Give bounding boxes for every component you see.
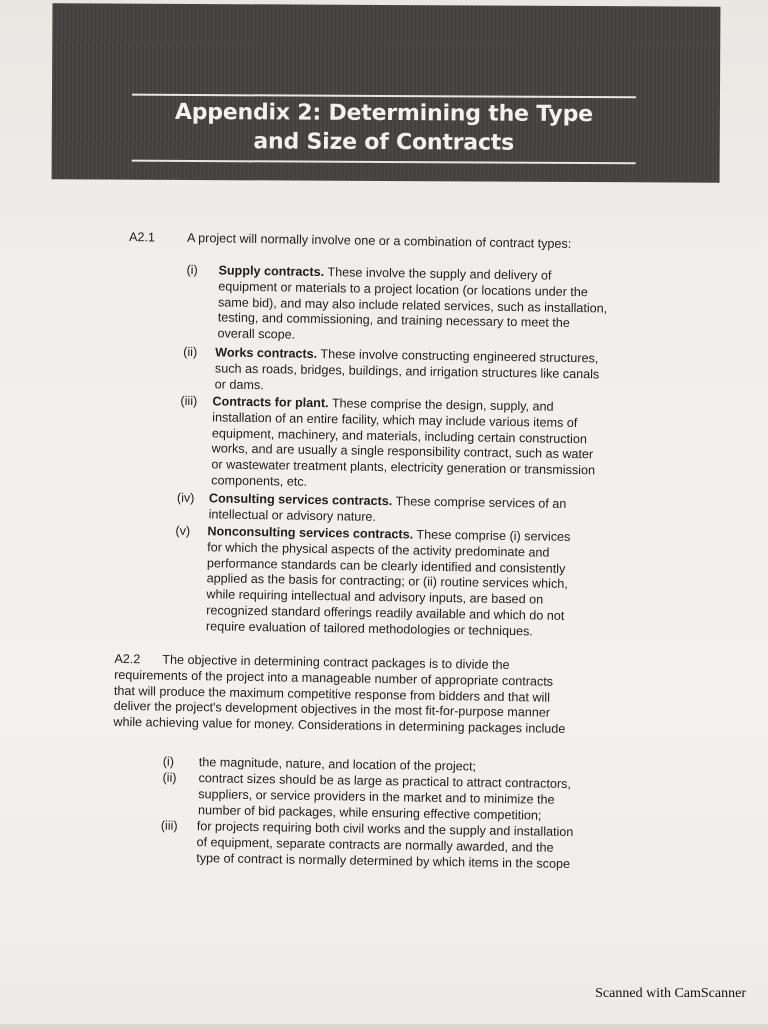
item-line: These involve the supply and delivery of bbox=[327, 265, 552, 283]
item-number: (iii) bbox=[180, 393, 198, 409]
para-line: The objective in determining contract packages is to divide the bbox=[162, 652, 510, 673]
item-line: works, and are usually a single responsibility contract, such as water bbox=[211, 441, 594, 462]
item-line: installation of an entire facility, which may include various items of bbox=[212, 410, 578, 430]
item-line: applied as the basis for contracting; or (ii) routine services which, bbox=[206, 571, 568, 592]
item-line: for projects requiring both civil works and the supply and installation bbox=[196, 819, 574, 840]
item-title: Contracts for plant. bbox=[212, 394, 329, 411]
item-number: (iii) bbox=[160, 818, 178, 833]
item-line: These comprise the design, supply, and bbox=[331, 396, 554, 414]
item-line: number of bid packages, while ensuring effective competition; bbox=[197, 802, 542, 823]
item-line: while requiring intellectual and advisory inputs, are based on bbox=[206, 587, 544, 607]
item-line: contract sizes should be as large as practical to attract contractors, bbox=[198, 771, 572, 792]
item-line: suppliers, or service providers in the market and to minimize the bbox=[198, 786, 555, 807]
item-line: same bid), and may also include related services, such as installation, bbox=[217, 295, 608, 316]
item-line: testing, and commissioning, and training necessary to meet the bbox=[217, 310, 570, 331]
para-line: that will produce the maximum competitive response from bidders and that will bbox=[113, 683, 551, 705]
item-line: performance standards can be clearly identified and consistently bbox=[206, 555, 566, 576]
item-line: require evaluation of tailored methodologies or techniques. bbox=[205, 619, 533, 639]
item-line: for which the physical aspects of the activity predominate and bbox=[207, 540, 550, 560]
para-line: requirements of the project into a manageable number of appropriate contracts bbox=[114, 667, 554, 689]
item-number: (ii) bbox=[183, 344, 198, 360]
item-number: (v) bbox=[175, 523, 191, 539]
item-number: (ii) bbox=[162, 770, 177, 785]
item-line: components, etc. bbox=[211, 473, 308, 489]
item-line: equipment, machinery, and materials, including certain construction bbox=[211, 425, 588, 446]
title-line-1: Appendix 2: Determining the Type bbox=[174, 99, 593, 128]
camscanner-watermark: Scanned with CamScanner bbox=[595, 986, 746, 1001]
item-number: (iv) bbox=[176, 490, 195, 506]
item-line: equipment or materials to a project location (or locations under the bbox=[218, 279, 588, 300]
item-line: the magnitude, nature, and location of the project; bbox=[198, 755, 477, 774]
para-line: while achieving value for money. Considerations in determining packages include bbox=[113, 715, 566, 737]
item-number: (i) bbox=[162, 754, 175, 769]
item-title: Works contracts. bbox=[215, 345, 318, 361]
item-line: These comprise (i) services bbox=[416, 527, 571, 544]
title-line-2: and Size of Contracts bbox=[253, 129, 515, 156]
item-line: type of contract is normally determined by which items in the scope bbox=[196, 850, 571, 871]
item-line: of equipment, separate contracts are normally awarded, and the bbox=[196, 834, 554, 855]
item-number: (i) bbox=[186, 262, 198, 278]
section-a22 bbox=[113, 652, 624, 739]
item-line: intellectual or advisory nature. bbox=[208, 507, 377, 524]
item-line: These comprise services of an bbox=[395, 494, 567, 511]
item-line: These involve constructing engineered structures, bbox=[320, 347, 599, 366]
section-intro-a21: A project will normally involve one or a combination of contract types: bbox=[186, 230, 572, 251]
item-line: or wastewater treatment plants, electricity generation or transmission bbox=[211, 457, 596, 478]
item-title: Nonconsulting services contracts. bbox=[207, 524, 414, 542]
item-title: Consulting services contracts. bbox=[208, 491, 393, 509]
para-line: deliver the project's development objectives in the most fit-for-purpose manner bbox=[113, 699, 551, 721]
item-line: such as roads, bridges, buildings, and irrigation structures like canals bbox=[214, 361, 600, 382]
item-title: Supply contracts. bbox=[218, 263, 325, 280]
item-line: recognized standard offerings readily available and which do not bbox=[206, 603, 565, 623]
item-line: overall scope. bbox=[217, 326, 296, 342]
section-label-a21: A2.1 bbox=[128, 230, 156, 245]
item-line: or dams. bbox=[214, 376, 264, 392]
section-label-a22: A2.2 bbox=[114, 651, 141, 667]
